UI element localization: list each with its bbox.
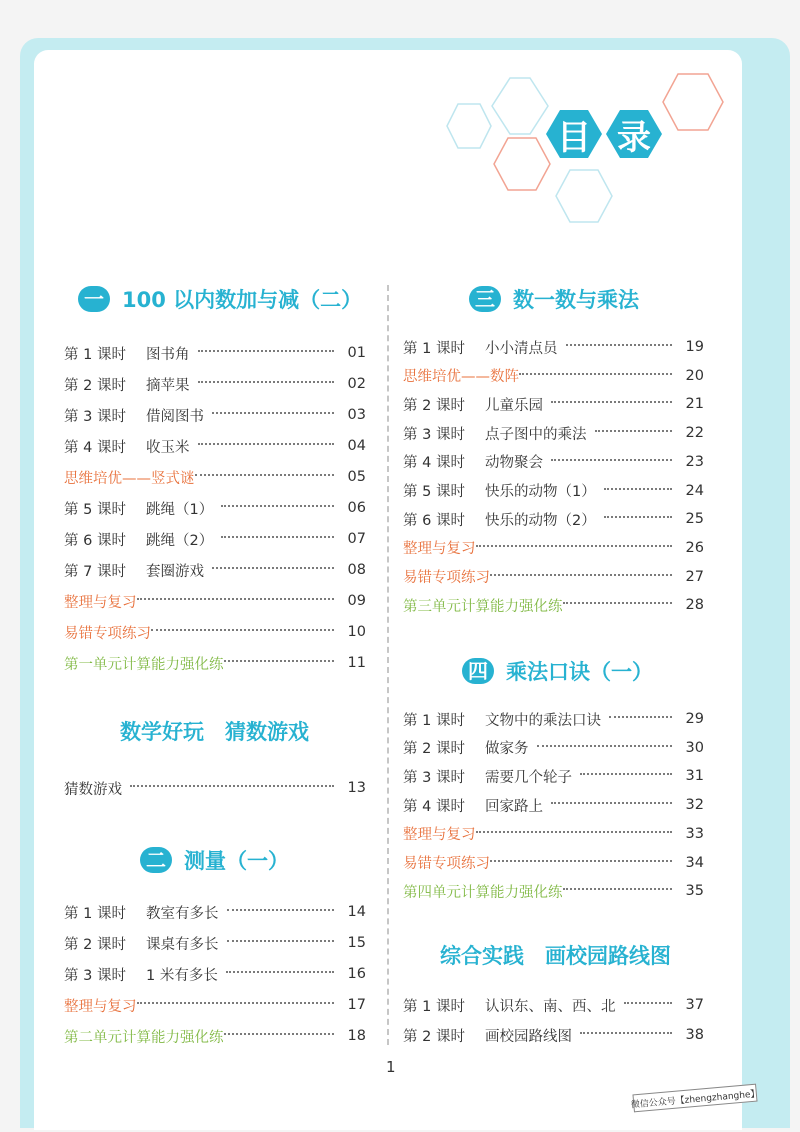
page-ref: 09 [347,593,366,609]
lesson-number: 第 3 课时 [403,769,465,786]
lesson-number: 第 2 课时 [403,741,465,758]
practice-heading [440,940,671,970]
page-ref: 31 [685,768,704,785]
toc-entry[interactable] [403,366,704,386]
page-number: 1 [386,1058,396,1076]
toc-entry[interactable] [64,622,366,642]
dot-leader [609,716,672,718]
page-ref: 26 [685,539,704,556]
toc-entry[interactable] [64,653,366,673]
lesson-number: 第 5 课时 [403,484,465,500]
entry-title: 第四单元计算能力强化练 [403,884,563,901]
entry-title: 图书角 [146,346,190,363]
page-ref: 04 [347,438,366,454]
toc-entry[interactable] [403,881,704,901]
toc-entry[interactable] [64,498,366,518]
lesson-number: 第 4 课时 [64,439,126,456]
entry-title: 1 米有多长 [146,967,218,984]
dot-leader [221,505,334,507]
page-ref: 23 [685,453,704,470]
dot-leader [537,745,673,747]
toc-entry[interactable] [403,509,704,529]
toc-entry[interactable] [403,595,704,615]
toc-entry[interactable] [403,795,704,815]
page-ref: 22 [685,425,704,442]
page-ref: 13 [347,780,366,796]
lesson-number: 第 1 课时 [403,340,465,357]
entry-title: 小小清点员 [485,340,558,357]
page-ref: 30 [685,739,704,756]
entry-title: 动物聚会 [485,455,543,472]
page-ref: 03 [347,407,366,423]
dot-leader [476,831,673,833]
dot-leader [476,545,673,547]
dot-leader [151,629,334,631]
page-ref: 32 [685,797,704,814]
page-ref: 14 [347,904,366,920]
toc-entry[interactable] [64,591,366,611]
toc-entry[interactable] [403,824,704,844]
dot-leader [227,909,335,911]
entry-title: 第一单元计算能力强化练 [64,656,224,673]
dot-leader [624,1002,673,1004]
lesson-number: 第 1 课时 [64,905,126,922]
page-ref: 38 [685,1027,704,1043]
dot-leader [224,660,335,662]
dot-leader [580,773,672,775]
fun-heading [120,716,309,746]
entry-title: 回家路上 [485,798,543,815]
dot-leader [198,443,335,445]
entry-title: 儿童乐园 [485,397,543,414]
lesson-number: 第 4 课时 [403,798,465,815]
toc-entry[interactable] [403,709,704,729]
title-char-lu: 录 [617,117,651,158]
entry-title: 文物中的乘法口诀 [485,712,601,729]
unit-title: 100 以内数加与减（二） [122,288,363,312]
lesson-number: 第 2 课时 [403,397,465,414]
lesson-number: 第 2 课时 [64,936,126,953]
toc-entry[interactable] [403,738,704,758]
entry-title: 套圈游戏 [146,563,204,580]
toc-entry[interactable] [64,343,366,363]
dot-leader [195,474,335,476]
dot-leader [551,401,672,403]
lesson-number: 第 6 课时 [64,532,126,549]
entry-title: 猜数游戏 [64,781,122,798]
entry-title: 快乐的动物（2） [485,512,596,529]
toc-entry[interactable] [403,337,704,357]
toc-entry[interactable] [403,853,704,873]
toc-entry[interactable] [64,995,366,1015]
page-ref: 07 [347,531,366,547]
page-ref: 02 [347,376,366,392]
toc-entry[interactable] [403,538,704,558]
page-ref: 15 [347,935,366,951]
page-ref: 19 [685,339,704,355]
page-ref: 08 [347,562,366,578]
entry-title: 跳绳（2） [146,532,214,549]
toc-entry[interactable] [64,902,366,922]
title-char-mu: 目 [557,117,591,158]
dot-leader [490,574,672,576]
unit-title: 乘法口诀（一） [506,660,653,684]
dot-leader [212,567,334,569]
dot-leader [137,598,335,600]
dot-leader [519,373,672,375]
unit-title: 测量（一） [184,849,289,873]
dot-leader [137,1002,335,1004]
page-ref: 05 [347,469,366,485]
toc-entry[interactable] [64,1026,366,1046]
toc-entry[interactable] [64,560,366,580]
page-ref: 37 [685,997,704,1013]
toc-entry[interactable] [403,995,704,1015]
page-ref: 27 [685,568,704,585]
toc-entry[interactable] [64,374,366,394]
lesson-number: 第 1 课时 [64,346,126,363]
entry-title: 整理与复习 [64,998,137,1015]
entry-title: 需要几个轮子 [485,769,572,786]
unit-heading [140,845,289,875]
entry-title: 易错专项练习 [64,625,151,642]
lesson-number: 第 5 课时 [64,501,126,518]
lesson-number: 第 6 课时 [403,512,465,529]
page-ref: 10 [347,624,366,640]
toc-entry[interactable] [403,567,704,587]
dot-leader [198,381,335,383]
dot-leader [563,602,673,604]
unit-badge: 一 [78,286,110,312]
dot-leader [490,860,672,862]
entry-title: 易错专项练习 [403,856,490,872]
entry-title: 整理与复习 [403,827,476,844]
unit-badge: 二 [140,847,172,873]
lesson-number: 第 3 课时 [64,408,126,425]
entry-title: 教室有多长 [146,905,219,922]
entry-title: 快乐的动物（1） [485,484,596,500]
dot-leader [566,344,673,346]
lesson-number: 第 2 课时 [403,1028,465,1045]
watermark-stamp: 微信公众号【zhengzhanghe】 [632,1084,757,1113]
unit-heading [78,284,362,314]
lesson-number: 第 1 课时 [403,998,465,1015]
dot-leader [580,1032,672,1034]
page-ref: 16 [347,966,366,982]
column-divider [387,285,389,1045]
entry-title: 做家务 [485,741,529,758]
page-ref: 33 [685,825,704,842]
toc-entry[interactable] [64,529,366,549]
dot-leader [130,785,334,787]
dot-leader [212,412,334,414]
entry-title: 易错专项练习 [403,570,490,587]
entry-title: 整理与复习 [403,541,476,558]
toc-entry[interactable] [64,467,366,487]
entry-title: 整理与复习 [64,594,137,611]
entry-title: 思维培优——竖式谜 [64,470,195,487]
entry-title: 第二单元计算能力强化练 [64,1029,224,1046]
dot-leader [604,488,672,490]
entry-title: 跳绳（1） [146,501,214,518]
toc-entry[interactable] [64,964,366,984]
entry-title: 思维培优——数阵 [403,369,519,386]
page-ref: 25 [685,511,704,528]
lesson-number: 第 1 课时 [403,712,465,729]
page-ref: 06 [347,500,366,516]
page-ref: 20 [685,367,704,384]
page-ref: 01 [347,345,366,361]
entry-title: 课桌有多长 [146,936,219,953]
entry-title: 收玉米 [146,439,190,456]
fun-title: 数学好玩 猜数游戏 [120,720,309,744]
dot-leader [198,350,335,352]
dot-leader [226,971,334,973]
dot-leader [551,802,672,804]
unit-heading [469,284,639,314]
entry-title: 第三单元计算能力强化练 [403,598,563,615]
page-ref: 24 [685,482,704,499]
entry-title: 画校园路线图 [485,1028,572,1045]
page-ref: 28 [685,597,704,614]
toc-entry[interactable] [403,766,704,786]
unit-heading [462,656,653,686]
dot-leader [563,888,673,890]
page-ref: 17 [347,997,366,1013]
unit-badge: 三 [469,286,501,312]
unit-title: 数一数与乘法 [513,288,639,312]
toc-entry[interactable] [64,778,366,798]
toc-entry[interactable] [403,1025,704,1045]
page-ref: 35 [685,883,704,900]
practice-title: 综合实践 画校园路线图 [440,944,671,968]
dot-leader [221,536,334,538]
entry-title: 点子图中的乘法 [485,426,587,443]
lesson-number: 第 3 课时 [403,426,465,443]
page-ref: 11 [347,655,366,671]
toc-entry[interactable] [403,423,704,443]
dot-leader [604,516,672,518]
page-ref: 29 [685,711,704,727]
toc-entry[interactable] [403,481,704,501]
lesson-number: 第 2 课时 [64,377,126,394]
dot-leader [224,1033,335,1035]
entry-title: 认识东、南、西、北 [485,998,616,1015]
lesson-number: 第 4 课时 [403,455,465,472]
page-ref: 18 [347,1028,366,1044]
toc-entry[interactable] [64,405,366,425]
page-ref: 21 [685,396,704,413]
lesson-number: 第 7 课时 [64,563,126,580]
entry-title: 摘苹果 [146,377,190,394]
unit-badge: 四 [462,658,494,684]
toc-entry[interactable] [64,933,366,953]
page-ref: 34 [685,854,704,871]
lesson-number: 第 3 课时 [64,967,126,984]
entry-title: 借阅图书 [146,408,204,425]
toc-entry[interactable] [403,394,704,414]
toc-entry[interactable] [64,436,366,456]
toc-entry[interactable] [403,452,704,472]
dot-leader [551,459,672,461]
dot-leader [595,430,673,432]
dot-leader [227,940,335,942]
